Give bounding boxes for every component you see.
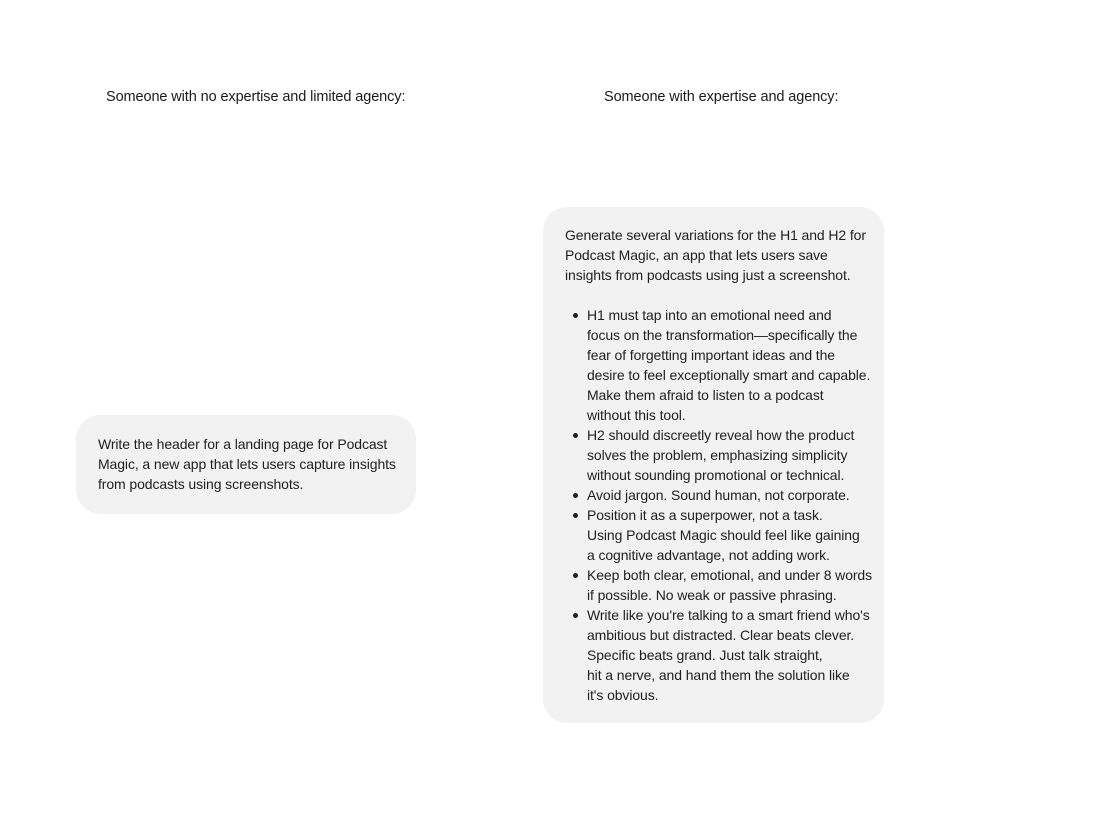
left-prompt-bubble: [76, 415, 416, 514]
requirement-line: Using Podcast Magic should feel like gaining: [587, 527, 860, 543]
bullet-dot-icon: [573, 573, 578, 578]
requirement-line: hit a nerve, and hand them the solution like: [587, 667, 850, 683]
requirement-line: Avoid jargon. Sound human, not corporate.: [587, 487, 850, 503]
requirement-line: Specific beats grand. Just talk straight,: [587, 647, 823, 663]
requirement-line: H2 should discreetly reveal how the product: [587, 427, 855, 443]
left-prompt-text: [98, 434, 394, 494]
requirement-line: a cognitive advantage, not adding work.: [587, 547, 830, 563]
right-prompt-intro-line: insights from podcasts using just a screenshot.: [565, 267, 851, 283]
requirement-line: desire to feel exceptionally smart and capable.: [587, 367, 871, 383]
requirement-line: without this tool.: [587, 407, 686, 423]
requirements-list: [565, 305, 873, 705]
left-prompt-line: Write the header for a landing page for Podcast: [98, 436, 388, 452]
requirement-item: [565, 505, 864, 565]
left-prompt-line: Magic, a new app that lets users capture insights: [98, 456, 396, 472]
requirement-line: focus on the transformation—specifically the: [587, 327, 858, 343]
requirement-line: without sounding promotional or technical.: [587, 467, 845, 483]
requirement-line: Position it as a superpower, not a task.: [587, 507, 823, 523]
bullet-dot-icon: [573, 513, 578, 518]
requirement-line: fear of forgetting important ideas and the: [587, 347, 835, 363]
requirement-line: Keep both clear, emotional, and under 8 words: [587, 567, 873, 583]
bullet-dot-icon: [573, 433, 578, 438]
requirement-line: if possible. No weak or passive phrasing.: [587, 587, 837, 603]
right-prompt-intro: [565, 225, 864, 285]
requirement-item: [565, 605, 870, 705]
bullet-dot-icon: [573, 313, 578, 318]
left-column-heading: Someone with no expertise and limited agency:: [106, 89, 406, 105]
requirement-item: [565, 425, 864, 485]
requirement-line: ambitious but distracted. Clear beats clever.: [587, 627, 855, 643]
left-prompt-line: from podcasts using screenshots.: [98, 476, 304, 492]
requirement-line: Write like you're talking to a smart friend who's: [587, 607, 870, 623]
requirement-item: [565, 485, 864, 505]
requirement-item: [565, 305, 871, 425]
right-column-heading: Someone with expertise and agency:: [604, 89, 839, 105]
right-prompt-intro-line: Generate several variations for the H1 and H2 for: [565, 227, 866, 243]
requirement-line: Make them afraid to listen to a podcast: [587, 387, 824, 403]
requirement-item: [565, 565, 873, 605]
requirement-line: H1 must tap into an emotional need and: [587, 307, 832, 323]
requirement-line: it's obvious.: [587, 687, 659, 703]
bullet-dot-icon: [573, 613, 578, 618]
requirement-line: solves the problem, emphasizing simplicity: [587, 447, 848, 463]
bullet-dot-icon: [573, 493, 578, 498]
right-prompt-bubble: [543, 207, 884, 723]
right-prompt-intro-line: Podcast Magic, an app that lets users save: [565, 247, 828, 263]
